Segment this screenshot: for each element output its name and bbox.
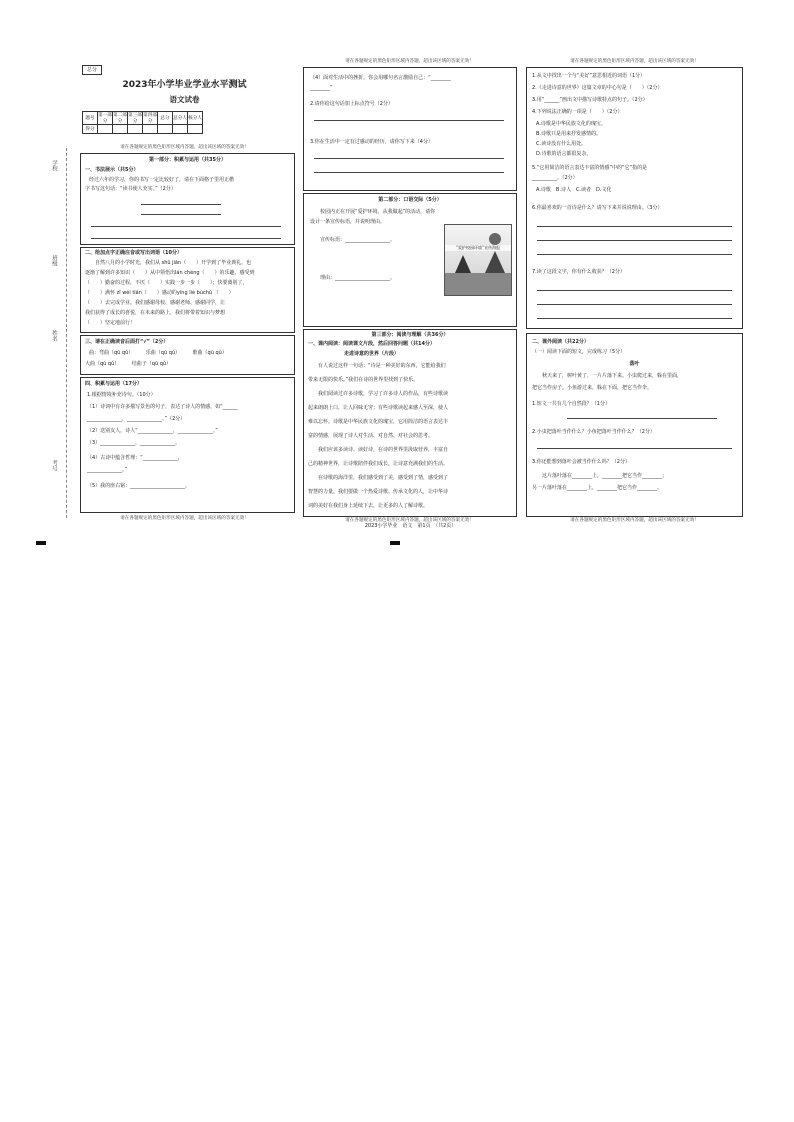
- score-cell: 第三部分: [128, 113, 142, 124]
- score-cell: 第二部分: [113, 113, 127, 124]
- part3-subtitle: 一、课内阅读：阅读课文片段，然后回答问题（共14分）: [308, 341, 435, 347]
- q4-continued-box: [303, 67, 517, 191]
- score-value-row: [83, 125, 203, 134]
- q8-line: 这片落叶落在________上，________把它当作________；: [532, 473, 668, 479]
- poster-image: [444, 224, 512, 296]
- score-cell: 第四部分: [143, 113, 157, 124]
- exam-sheet: [74, 55, 521, 523]
- q8-line: 2.小虫把落叶当作什么？小鱼把落叶当作什么？（2分）: [532, 429, 655, 435]
- passage-line: 带来无限的快乐。”我们在诗的世界里找到了快乐。: [308, 377, 419, 383]
- q8-line: 把它当作房子。小鱼游过来，躲在下面，把它当作伞。: [532, 385, 653, 391]
- q-line: 3.你在生活中一定有过感动的经历，请你写下来（4分）: [310, 139, 433, 145]
- part2-line: 设计一条宣传标语，并说明理由。: [310, 219, 386, 225]
- q-line: 2.请你给这句话加上标点符号（2分）: [310, 101, 393, 107]
- answer-line[interactable]: [537, 318, 732, 319]
- exam-title: 2023年小学毕业学业水平测试: [122, 80, 247, 90]
- q8-line: 1.短文一共有几个自然段？（1分）: [532, 401, 610, 407]
- part2-line: 校园内正在开展“爱护环境，从我做起”的活动，请你: [310, 209, 436, 215]
- answer-line[interactable]: [91, 226, 281, 227]
- score-input[interactable]: [113, 125, 128, 134]
- registration-mark: [36, 541, 46, 545]
- q-line: ________”: [310, 85, 333, 91]
- answer-line[interactable]: [314, 120, 504, 121]
- q4-line: （3）______________，______________。: [87, 440, 181, 446]
- part3-box: [303, 329, 517, 517]
- score-cell: 得分: [83, 125, 98, 134]
- question-line: 7.读了这段文字，你有什么收获？（2分）: [532, 269, 625, 275]
- answer-line[interactable]: [537, 448, 732, 449]
- passage-line: 己的精神世界，让诗歌陪伴我们成长，让诗意充满我们的生活。: [308, 461, 449, 467]
- passage-line: 富的情感，展现了诗人对生活、对自然、对社会的思考。: [308, 433, 434, 439]
- answer-line[interactable]: [537, 290, 732, 291]
- q3-title: 三、请在正确读音后面打“√”（2分）: [85, 339, 169, 345]
- notice-top: 请在各题规定的黑色矩形区域内答题，超出该区域的答案无效！: [120, 145, 249, 150]
- answer-line[interactable]: [314, 158, 504, 159]
- option-line: D.诗歌的语言都很复杂。: [536, 151, 592, 157]
- q8-passage-title: 落叶: [629, 361, 640, 367]
- score-input[interactable]: [158, 125, 173, 134]
- question-line: 1.从文中找出一个与“美好”意思相近的词语（1分）: [532, 73, 646, 79]
- score-cell: 核分人: [188, 112, 203, 125]
- column-3: [522, 55, 747, 523]
- q2-line: （ ）去完成学业。我们感谢母校、感谢老师、感谢同学，让: [85, 300, 226, 306]
- part2-box: [303, 193, 517, 327]
- q2-line: 自然八月的小学时光，我们从 shǔ jiān（ ）开学到了毕业典礼，也: [85, 260, 252, 266]
- answer-line[interactable]: [141, 214, 221, 215]
- answer-line[interactable]: [567, 418, 717, 419]
- class-label: 班级: [51, 255, 57, 266]
- q8-line: 3.你还能想到落叶会被当作什么吗？（2分）: [532, 459, 630, 465]
- option-line: A.诗歌是中华民族文化的瑰宝。: [536, 121, 606, 127]
- question-line: __________。（2分）: [532, 175, 578, 181]
- q4-title: 四、积累与运用（17分）: [85, 381, 142, 387]
- option-line: B.诗歌只是用来抒发感情的。: [536, 131, 602, 137]
- q4-box: [80, 377, 295, 513]
- q3-box: [80, 335, 295, 375]
- answer-line[interactable]: [141, 204, 221, 205]
- q8-line: 秋天来了，树叶黄了，一片片落下来。小虫爬过来，躲在里面，: [532, 373, 683, 379]
- q1-line: 经过六年的学习，你的书写一定比较好了，请在下面格子里用正楷: [89, 177, 235, 183]
- question-line: 5.“它用简洁的语言表达丰富的情感”中的“它”指的是: [532, 165, 648, 171]
- score-table: [82, 111, 203, 134]
- part2-title: 第二部分：口语交际（5分）: [378, 197, 442, 203]
- reading-questions-box: [526, 67, 743, 329]
- question-line: 3.用“______”画出文中描写诗歌特点的句子。（2分）: [532, 97, 648, 103]
- score-cell: 第一部分: [98, 113, 112, 124]
- part1-box: [80, 153, 295, 245]
- q2-line: （ ）坚定地前行！: [85, 320, 136, 326]
- question-line: 4.下列说法正确的一项是（ ）（2分）: [532, 109, 623, 115]
- score-input[interactable]: [128, 125, 143, 134]
- column-1: [74, 55, 295, 521]
- q1-line: 字书写这句话：“读书使人充实。”（2分）: [85, 186, 176, 192]
- score-input[interactable]: [98, 125, 113, 134]
- passage-line: 难以忘怀。诗歌是中华民族文化的瑰宝，它用简洁的语言表达丰: [308, 419, 449, 425]
- score-input[interactable]: [143, 125, 158, 134]
- answer-line[interactable]: [91, 238, 281, 239]
- answer-line[interactable]: [537, 304, 732, 305]
- passage-line: 智慧的力量。我们要做一个热爱诗歌、传承文化的人，让中华诗: [308, 489, 449, 495]
- notice-bottom: 请在各题规定的黑色矩形区域内答题，超出该区域的答案无效！: [345, 518, 474, 523]
- q4-line: 1.根据情境补充诗句。（10分）: [87, 392, 156, 398]
- q2-box: [80, 247, 295, 333]
- answer-line[interactable]: [537, 254, 732, 255]
- q4-line: （2）送别友人，诗人“______________，______________。”: [87, 428, 218, 434]
- passage-line: 在诗歌的海洋里，我们感受到了美，感受到了情，感受到了: [308, 475, 449, 481]
- passage-title: 走进诗意的世界（片段）: [344, 351, 400, 357]
- exam-no-label: 考号: [51, 460, 57, 471]
- q4-line: ______________，______________。”（2分）: [87, 416, 186, 422]
- passage-line: 起来朗朗上口，让人回味无穷；有些诗歌读起来感人至深，使人: [308, 405, 449, 411]
- question-line: 2.《走进诗意的世界》这篇文章的中心句是（ ）（2分）: [532, 85, 663, 91]
- part2-line: 理由：______________________。: [310, 275, 396, 281]
- q4-line: （4）古诗中蕴含哲理：“______________，: [87, 455, 183, 461]
- q3-line: 大曲（qū qǔ） 结曲子（qū qǔ）: [85, 361, 172, 367]
- answer-line[interactable]: [537, 226, 732, 227]
- school-label: 学校: [51, 160, 57, 171]
- q2-line: 逐渐了解到许多知识（ ）从中领悟出lán chéng（ ）的乐趣，感受到: [85, 270, 255, 276]
- exam-subtitle: 语文试卷: [169, 95, 200, 104]
- notice-top: 请在各题规定的黑色矩形区域内答题，超出该区域的答案无效！: [570, 59, 699, 64]
- q3-line: 曲：弯曲（qū qǔ） 乐曲（qū qǔ） 歌曲（qū qǔ）: [89, 350, 227, 356]
- score-tag: 总分: [82, 65, 102, 75]
- part4-box: [526, 333, 743, 517]
- notice-bottom: 请在各题规定的黑色矩形区域内答题，超出该区域的答案无效！: [570, 518, 699, 523]
- q4-line: （5）我的座右铭：______________________。: [87, 483, 191, 489]
- q2-title: 二、给加点字正确注音或写出词语（10分）: [85, 250, 182, 256]
- q2-line: 我们获得了成长的喜悦，在未来的路上，我们将带着知识与梦想: [85, 310, 226, 316]
- poster-caption: “爱护校园环境”宣传海报: [445, 245, 511, 251]
- notice-top: 请在各题规定的黑色矩形区域内答题，超出该区域的答案无效！: [345, 59, 474, 64]
- registration-mark: [390, 541, 400, 545]
- page-footer: 2023小学毕业 语文 第1页 （共2页）: [364, 523, 457, 529]
- part3-title: 第三部分：阅读与理解（共36分）: [371, 332, 449, 338]
- option-line: A.诗歌 B.诗人 C.读者 D.文化: [536, 187, 612, 193]
- passage-line: 词的美好在我们身上延续下去，让更多的人了解诗歌。: [308, 503, 429, 509]
- part2-line: 宣传标语：__________________。: [310, 237, 396, 243]
- passage-line: 有人说过这样一句话：“诗是一种美好的东西，它能给我们: [308, 363, 446, 369]
- q-line: （4）面对生活中的挫折，你会用哪句名言激励自己：“________: [310, 75, 451, 81]
- seal-line: [66, 148, 67, 518]
- name-label: 姓名: [51, 330, 57, 341]
- score-input[interactable]: [173, 125, 188, 134]
- answer-line[interactable]: [537, 240, 732, 241]
- q8-subtitle: （一）阅读下面的短文，完成练习（5分）: [532, 349, 626, 355]
- passage-line: 我们应该多读诗、读好诗，在诗的世界里汲取营养，丰富自: [308, 447, 449, 453]
- column-2: [298, 55, 521, 523]
- passage-line: 我们阅读过许多诗歌，学习了许多诗人的作品，有些诗歌读: [308, 391, 449, 397]
- answer-line[interactable]: [314, 172, 504, 173]
- score-header-row: [83, 112, 203, 125]
- q8-title: 二、课外阅读（共22分）: [532, 339, 589, 345]
- q2-line: （ ）勤奋的过程，不厌（ ）实践一步一步（ ）；快要离别了，: [85, 280, 248, 286]
- tree-icon: [445, 225, 511, 295]
- q8-line: 另一片落叶落在________上，________把它当作________。: [532, 485, 663, 491]
- q2-line: （ ）满怀 zǐ wéi tiān（ ）感动的yīng liè bùchǔ （ ）: [85, 290, 234, 296]
- score-cell: 总分: [158, 112, 173, 125]
- notice-bottom: 请在各题规定的黑色矩形区域内答题，超出该区域的答案无效！: [120, 516, 249, 521]
- option-line: C.读诗没有什么用处。: [536, 141, 587, 147]
- q1-title: 一、书法展示（共5分）: [85, 167, 139, 173]
- score-cell: 总分人: [173, 112, 188, 125]
- q4-line: （1）诗词中有许多描写景色的句子，表达了诗人的情感，如“______: [87, 404, 238, 410]
- question-line: 6.你最喜欢的一首诗是什么？请写下来并说说理由。（3分）: [532, 205, 663, 211]
- part1-title: 第一部分：积累与运用（共35分）: [149, 157, 226, 163]
- score-input[interactable]: [188, 125, 203, 134]
- q4-line: ______________。”: [87, 467, 128, 473]
- score-cell: 题号: [83, 112, 98, 125]
